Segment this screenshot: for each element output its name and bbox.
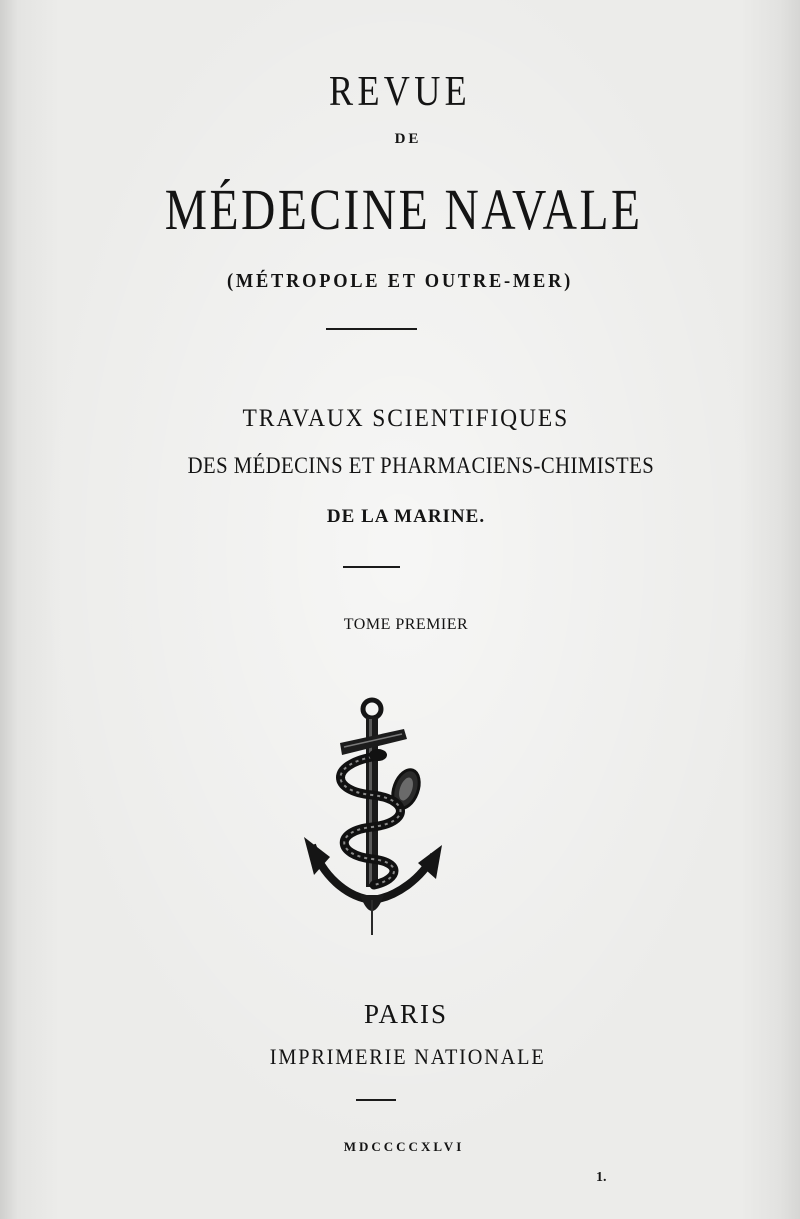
section-title: TRAVAUX SCIENTIFIQUES [242, 405, 570, 432]
section-subtitle-line: DES MÉDECINS ET PHARMACIENS-CHIMISTES [187, 453, 655, 478]
section-subtitle-line-marine: DE LA MARINE. [326, 506, 486, 527]
revue-heading: REVUE [329, 69, 471, 115]
de-heading: DE [394, 131, 422, 147]
signature-mark: 1. [596, 1170, 607, 1185]
divider-rule [343, 566, 400, 568]
publication-city: PARIS [363, 999, 449, 1029]
divider-rule [356, 1099, 396, 1101]
journal-title: MÉDECINE NAVALE [164, 177, 643, 242]
anchor-caduceus-emblem-icon [300, 695, 450, 940]
publisher-name: IMPRIMERIE NATIONALE [269, 1044, 546, 1069]
publication-year: MDCCCCXLVI [343, 1139, 465, 1154]
divider-rule [326, 328, 417, 330]
journal-subtitle: (MÉTROPOLE ET OUTRE-MER) [226, 270, 574, 292]
volume-label: TOME PREMIER [343, 616, 469, 633]
